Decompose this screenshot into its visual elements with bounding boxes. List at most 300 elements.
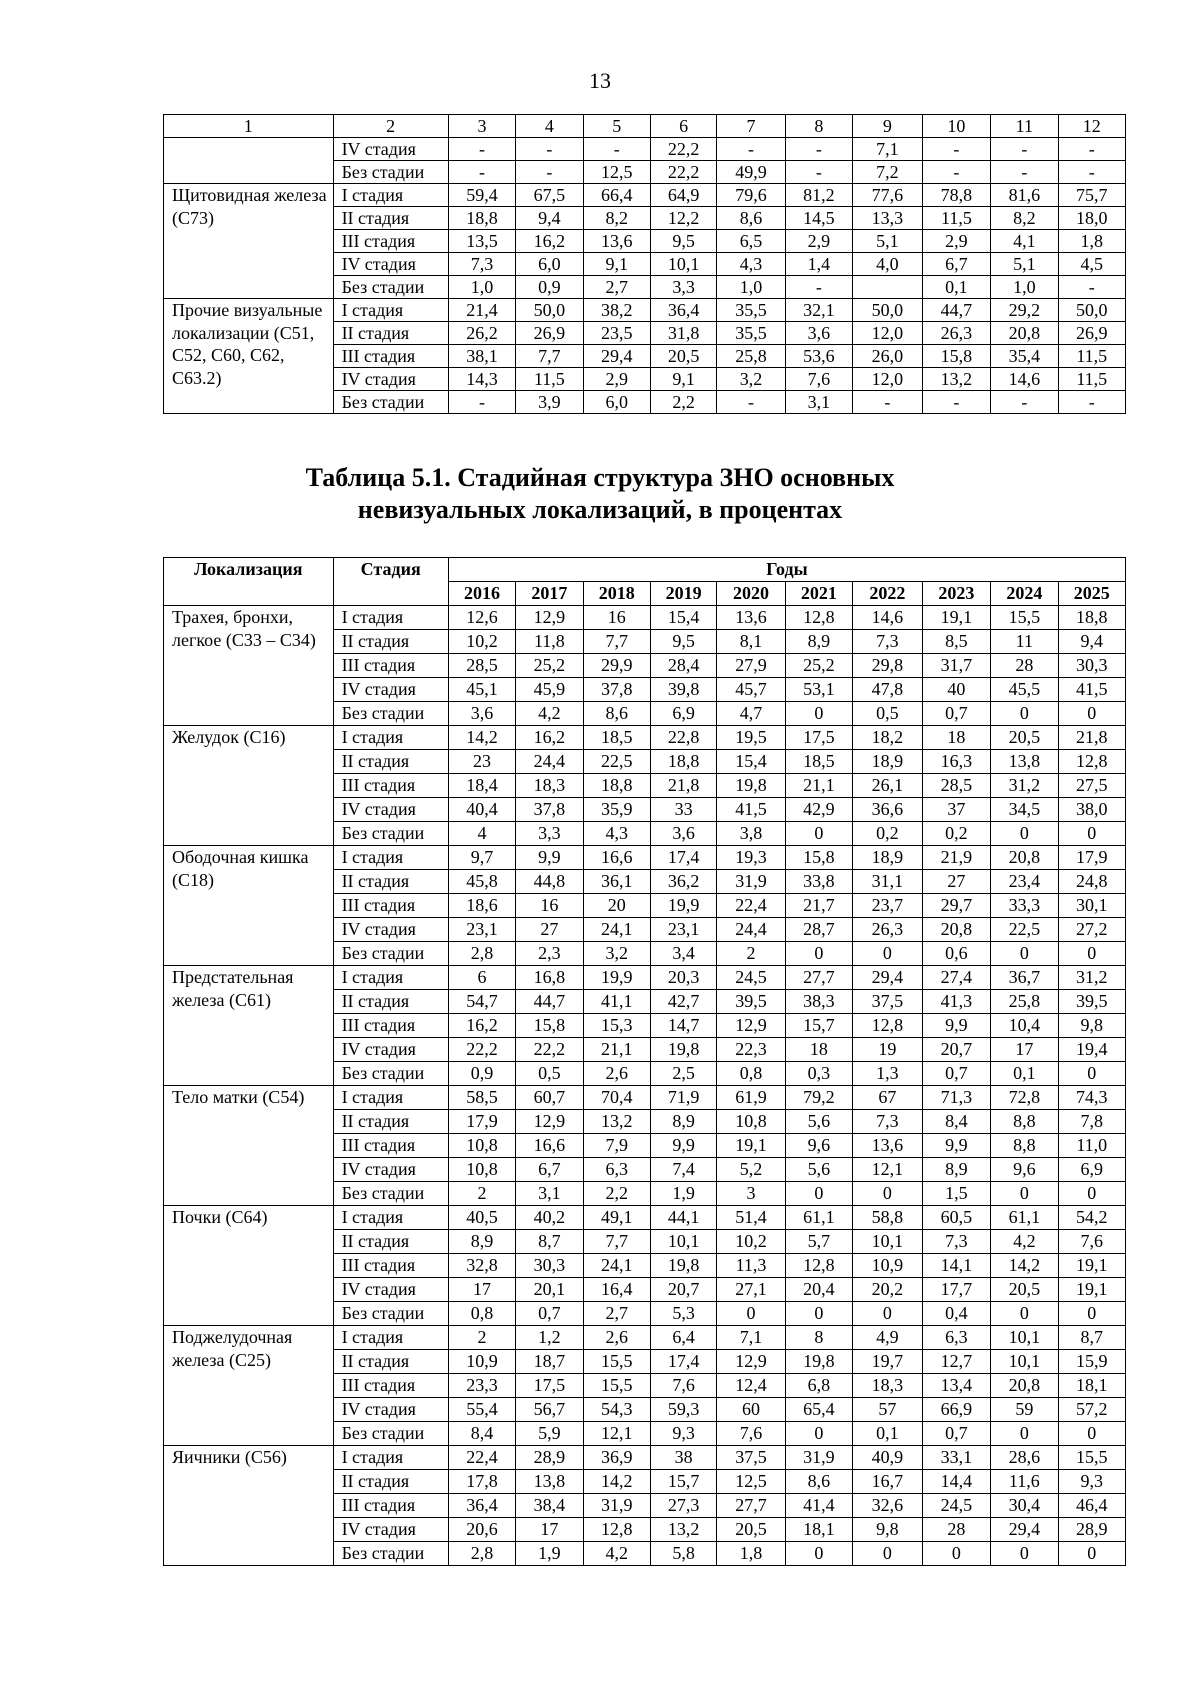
table-title — [0, 462, 1200, 526]
stage-cell: I стадия — [333, 299, 448, 322]
value-cell: - — [785, 161, 852, 184]
value-cell: 26,9 — [1058, 322, 1125, 345]
value-cell: 0 — [991, 1422, 1058, 1446]
value-cell: 20 — [583, 894, 650, 918]
value-cell: 22,2 — [516, 1038, 583, 1062]
value-cell: 0 — [1058, 1542, 1125, 1566]
value-cell: 16,3 — [922, 750, 990, 774]
year-header-cell: 2023 — [922, 582, 990, 606]
localization-cell: Яичники (С56) — [164, 1446, 334, 1566]
value-cell: 20,4 — [785, 1278, 852, 1302]
value-cell: 81,6 — [991, 184, 1058, 207]
value-cell: - — [448, 391, 515, 414]
localization-cell: Почки (С64) — [164, 1206, 334, 1326]
value-cell: 11,3 — [717, 1254, 785, 1278]
value-cell: 12,8 — [785, 606, 852, 630]
stage-cell: II стадия — [333, 1230, 448, 1254]
value-cell: 20,8 — [991, 846, 1058, 870]
value-cell: 8,7 — [516, 1230, 583, 1254]
value-cell: 0,1 — [853, 1422, 923, 1446]
value-cell: 16,2 — [516, 726, 583, 750]
value-cell: 12,8 — [853, 1014, 923, 1038]
value-cell: 18,3 — [853, 1374, 923, 1398]
value-cell: 20,5 — [650, 345, 716, 368]
value-cell: 0,2 — [922, 822, 990, 846]
value-cell: 28 — [922, 1518, 990, 1542]
value-cell: 35,9 — [583, 798, 650, 822]
value-cell: 21,4 — [448, 299, 515, 322]
value-cell: - — [516, 138, 583, 161]
value-cell: 4,9 — [853, 1326, 923, 1350]
value-cell: 26,1 — [853, 774, 923, 798]
value-cell: 3,8 — [717, 822, 785, 846]
value-cell: 29,8 — [853, 654, 923, 678]
value-cell: 14,5 — [785, 207, 852, 230]
localization-cell: Ободочная кишка (С18) — [164, 846, 334, 966]
value-cell: 2,2 — [650, 391, 716, 414]
stage-cell: IV стадия — [333, 1278, 448, 1302]
value-cell: 10,8 — [717, 1110, 785, 1134]
value-cell: 45,1 — [448, 678, 515, 702]
value-cell: 12,0 — [853, 322, 923, 345]
value-cell: 31,2 — [1058, 966, 1125, 990]
value-cell: 20,6 — [448, 1518, 515, 1542]
value-cell: 40,9 — [853, 1446, 923, 1470]
value-cell: 7,3 — [853, 1110, 923, 1134]
value-cell: 33,1 — [922, 1446, 990, 1470]
value-cell: 37,8 — [583, 678, 650, 702]
value-cell: 18,8 — [583, 774, 650, 798]
stage-cell: III стадия — [333, 230, 448, 253]
localization-cell: Предстательная железа (С61) — [164, 966, 334, 1086]
value-cell: 6,3 — [922, 1326, 990, 1350]
value-cell: 59,3 — [650, 1398, 716, 1422]
value-cell: 12,5 — [583, 161, 650, 184]
value-cell: 8,9 — [650, 1110, 716, 1134]
value-cell: 2,5 — [650, 1062, 716, 1086]
value-cell: 28,4 — [650, 654, 716, 678]
value-cell: 13,3 — [853, 207, 923, 230]
value-cell: 20,8 — [991, 322, 1058, 345]
value-cell: 0 — [785, 1422, 852, 1446]
value-cell: 21,9 — [922, 846, 990, 870]
value-cell: 9,9 — [516, 846, 583, 870]
value-cell: 61,1 — [785, 1206, 852, 1230]
value-cell: 71,9 — [650, 1086, 716, 1110]
value-cell: 22,2 — [650, 138, 716, 161]
value-cell: 53,1 — [785, 678, 852, 702]
value-cell: 25,8 — [991, 990, 1058, 1014]
value-cell: 58,5 — [448, 1086, 515, 1110]
value-cell: 12,9 — [516, 606, 583, 630]
value-cell: 24,1 — [583, 1254, 650, 1278]
value-cell: 15,9 — [1058, 1350, 1125, 1374]
table-row — [164, 846, 1126, 870]
value-cell: 28,9 — [1058, 1518, 1125, 1542]
year-header-cell: 2018 — [583, 582, 650, 606]
value-cell: 50,0 — [853, 299, 923, 322]
value-cell: 23,1 — [650, 918, 716, 942]
value-cell: 0 — [991, 1542, 1058, 1566]
value-cell: 6,7 — [922, 253, 990, 276]
value-cell: 2,7 — [583, 276, 650, 299]
value-cell: 0 — [1058, 822, 1125, 846]
value-cell: 3,1 — [516, 1182, 583, 1206]
value-cell: 66,9 — [922, 1398, 990, 1422]
value-cell: 2,3 — [516, 942, 583, 966]
value-cell: 10,9 — [853, 1254, 923, 1278]
localization-cell: Прочие визуальные локализации (С51, С52, С60, С62, С63.2) — [164, 299, 334, 414]
value-cell: 37,8 — [516, 798, 583, 822]
value-cell: 18,3 — [516, 774, 583, 798]
stage-cell: IV стадия — [333, 798, 448, 822]
value-cell: 18,8 — [1058, 606, 1125, 630]
value-cell: 0,2 — [853, 822, 923, 846]
value-cell: 18,5 — [583, 726, 650, 750]
value-cell: 18,8 — [650, 750, 716, 774]
stage-cell: I стадия — [333, 1446, 448, 1470]
value-cell: 24,5 — [922, 1494, 990, 1518]
value-cell: 18,6 — [448, 894, 515, 918]
value-cell: 28,7 — [785, 918, 852, 942]
value-cell: 12,9 — [717, 1350, 785, 1374]
value-cell: 1,9 — [650, 1182, 716, 1206]
value-cell: 14,1 — [922, 1254, 990, 1278]
value-cell: 24,5 — [717, 966, 785, 990]
value-cell: 74,3 — [1058, 1086, 1125, 1110]
value-cell: 3,9 — [516, 391, 583, 414]
value-cell: 40,2 — [516, 1206, 583, 1230]
value-cell: 1,4 — [785, 253, 852, 276]
value-cell: 0 — [991, 1302, 1058, 1326]
value-cell: 18,1 — [785, 1518, 852, 1542]
table-title-line-2: невизуальных локализаций, в процентах — [357, 495, 843, 524]
value-cell: 28,5 — [448, 654, 515, 678]
value-cell: 0 — [1058, 1062, 1125, 1086]
value-cell: 4,3 — [583, 822, 650, 846]
column-header-stage: Стадия — [333, 558, 448, 606]
value-cell: 13,6 — [717, 606, 785, 630]
value-cell: 0,7 — [922, 1422, 990, 1446]
column-number-row — [164, 115, 1126, 138]
value-cell: 27,2 — [1058, 918, 1125, 942]
stage-cell: Без стадии — [333, 1542, 448, 1566]
value-cell: 17,7 — [922, 1278, 990, 1302]
stage-cell: I стадия — [333, 606, 448, 630]
value-cell: 8,4 — [448, 1422, 515, 1446]
value-cell: 0 — [1058, 1422, 1125, 1446]
value-cell: 17,5 — [516, 1374, 583, 1398]
value-cell: 15,7 — [785, 1014, 852, 1038]
stage-cell: Без стадии — [333, 1422, 448, 1446]
value-cell: 29,7 — [922, 894, 990, 918]
localization-cell — [164, 138, 334, 184]
value-cell: 11,5 — [516, 368, 583, 391]
value-cell: 38 — [650, 1446, 716, 1470]
value-cell: 0,5 — [853, 702, 923, 726]
value-cell: 0,8 — [448, 1302, 515, 1326]
value-cell: 6 — [448, 966, 515, 990]
value-cell: 16,2 — [448, 1014, 515, 1038]
value-cell: 27,7 — [785, 966, 852, 990]
value-cell: 27,1 — [717, 1278, 785, 1302]
value-cell: 54,2 — [1058, 1206, 1125, 1230]
value-cell: 12,8 — [583, 1518, 650, 1542]
stage-cell: II стадия — [333, 990, 448, 1014]
stage-cell: III стадия — [333, 1374, 448, 1398]
value-cell: 5,6 — [785, 1158, 852, 1182]
value-cell: 12,9 — [717, 1014, 785, 1038]
value-cell: 22,3 — [717, 1038, 785, 1062]
value-cell: 12,1 — [583, 1422, 650, 1446]
value-cell: 11,5 — [1058, 368, 1125, 391]
value-cell: 10,8 — [448, 1158, 515, 1182]
value-cell: 39,5 — [717, 990, 785, 1014]
value-cell: 7,7 — [516, 345, 583, 368]
value-cell: 1,0 — [448, 276, 515, 299]
value-cell: 32,6 — [853, 1494, 923, 1518]
value-cell: 8,4 — [922, 1110, 990, 1134]
value-cell: 12,1 — [853, 1158, 923, 1182]
value-cell: 2 — [448, 1326, 515, 1350]
value-cell: 15,8 — [785, 846, 852, 870]
value-cell: 34,5 — [991, 798, 1058, 822]
value-cell: 0 — [1058, 1182, 1125, 1206]
value-cell: 2,7 — [583, 1302, 650, 1326]
value-cell: 41,5 — [1058, 678, 1125, 702]
value-cell: 7,4 — [650, 1158, 716, 1182]
value-cell: 19,8 — [650, 1038, 716, 1062]
value-cell: - — [991, 161, 1058, 184]
value-cell: 45,7 — [717, 678, 785, 702]
value-cell: 4,1 — [991, 230, 1058, 253]
value-cell: 23,7 — [853, 894, 923, 918]
value-cell: - — [448, 161, 515, 184]
value-cell: 61,9 — [717, 1086, 785, 1110]
year-header-cell: 2019 — [650, 582, 716, 606]
value-cell: 12,8 — [785, 1254, 852, 1278]
value-cell: 20,7 — [922, 1038, 990, 1062]
value-cell: 0 — [853, 1302, 923, 1326]
value-cell: 14,2 — [583, 1470, 650, 1494]
value-cell: 7,7 — [583, 1230, 650, 1254]
value-cell: 29,4 — [853, 966, 923, 990]
value-cell: 30,4 — [991, 1494, 1058, 1518]
value-cell: 0,7 — [922, 702, 990, 726]
column-number-cell: 6 — [650, 115, 716, 138]
value-cell: 8,5 — [922, 630, 990, 654]
value-cell: 59,4 — [448, 184, 515, 207]
value-cell: 16,4 — [583, 1278, 650, 1302]
value-cell: 0 — [1058, 1302, 1125, 1326]
value-cell: 61,1 — [991, 1206, 1058, 1230]
value-cell: 19,1 — [1058, 1278, 1125, 1302]
value-cell: 15,3 — [583, 1014, 650, 1038]
stage-cell: II стадия — [333, 1350, 448, 1374]
value-cell: 81,2 — [785, 184, 852, 207]
value-cell: 15,4 — [650, 606, 716, 630]
table-row — [164, 606, 1126, 630]
value-cell: 24,1 — [583, 918, 650, 942]
value-cell: 2,2 — [583, 1182, 650, 1206]
value-cell: 13,6 — [853, 1134, 923, 1158]
value-cell: 2,9 — [583, 368, 650, 391]
value-cell: 0,6 — [922, 942, 990, 966]
value-cell — [853, 276, 923, 299]
value-cell: - — [1058, 138, 1125, 161]
value-cell: 3,1 — [785, 391, 852, 414]
value-cell: 7,9 — [583, 1134, 650, 1158]
stage-cell: II стадия — [333, 1110, 448, 1134]
stage-cell: I стадия — [333, 184, 448, 207]
value-cell: 29,4 — [991, 1518, 1058, 1542]
value-cell: 10,1 — [991, 1326, 1058, 1350]
value-cell: 17,4 — [650, 846, 716, 870]
value-cell: 24,4 — [516, 750, 583, 774]
value-cell: 2,8 — [448, 942, 515, 966]
value-cell: 77,6 — [853, 184, 923, 207]
value-cell: 0 — [991, 942, 1058, 966]
value-cell: 66,4 — [583, 184, 650, 207]
value-cell: 0 — [991, 702, 1058, 726]
value-cell: 5,2 — [717, 1158, 785, 1182]
value-cell: 49,9 — [717, 161, 785, 184]
value-cell: 22,2 — [448, 1038, 515, 1062]
value-cell: 3,6 — [448, 702, 515, 726]
value-cell: 12,4 — [717, 1374, 785, 1398]
value-cell: 32,1 — [785, 299, 852, 322]
value-cell: 0 — [922, 1542, 990, 1566]
value-cell: 3,3 — [650, 276, 716, 299]
year-header-cell: 2025 — [1058, 582, 1125, 606]
year-header-cell: 2024 — [991, 582, 1058, 606]
value-cell: 17 — [991, 1038, 1058, 1062]
stage-cell: Без стадии — [333, 702, 448, 726]
value-cell: 22,5 — [991, 918, 1058, 942]
value-cell: 46,4 — [1058, 1494, 1125, 1518]
continued-table — [163, 114, 1126, 414]
column-number-cell: 10 — [922, 115, 990, 138]
value-cell: - — [853, 391, 923, 414]
value-cell: 18 — [922, 726, 990, 750]
stage-cell: Без стадии — [333, 276, 448, 299]
value-cell: 18,9 — [853, 846, 923, 870]
value-cell: 6,8 — [785, 1374, 852, 1398]
value-cell: 18,2 — [853, 726, 923, 750]
value-cell: 29,4 — [583, 345, 650, 368]
value-cell: 7,2 — [853, 161, 923, 184]
value-cell: 35,4 — [991, 345, 1058, 368]
value-cell: 27,7 — [717, 1494, 785, 1518]
value-cell: 40,5 — [448, 1206, 515, 1230]
value-cell: 7,6 — [650, 1374, 716, 1398]
value-cell: 75,7 — [1058, 184, 1125, 207]
value-cell: 25,2 — [516, 654, 583, 678]
value-cell: 26,3 — [922, 322, 990, 345]
value-cell: 10,4 — [991, 1014, 1058, 1038]
value-cell: 41,4 — [785, 1494, 852, 1518]
value-cell: 11,5 — [1058, 345, 1125, 368]
value-cell: 17,8 — [448, 1470, 515, 1494]
value-cell: 54,7 — [448, 990, 515, 1014]
value-cell: 79,2 — [785, 1086, 852, 1110]
value-cell: 0,5 — [516, 1062, 583, 1086]
value-cell: 22,4 — [448, 1446, 515, 1470]
value-cell: 7,8 — [1058, 1110, 1125, 1134]
value-cell: 7,1 — [717, 1326, 785, 1350]
value-cell: 13,6 — [583, 230, 650, 253]
value-cell: 36,4 — [448, 1494, 515, 1518]
value-cell: 19,3 — [717, 846, 785, 870]
value-cell: 13,8 — [991, 750, 1058, 774]
value-cell: 20,3 — [650, 966, 716, 990]
value-cell: 8,8 — [991, 1110, 1058, 1134]
value-cell: 20,8 — [991, 1374, 1058, 1398]
value-cell: - — [785, 138, 852, 161]
value-cell: 9,8 — [853, 1518, 923, 1542]
value-cell: 0,7 — [516, 1302, 583, 1326]
column-number-cell: 8 — [785, 115, 852, 138]
value-cell: 21,8 — [650, 774, 716, 798]
value-cell: 72,8 — [991, 1086, 1058, 1110]
table-row — [164, 1206, 1126, 1230]
value-cell: 8,6 — [583, 702, 650, 726]
value-cell: 19,9 — [650, 894, 716, 918]
stage-cell: II стадия — [333, 630, 448, 654]
value-cell: - — [785, 276, 852, 299]
value-cell: 31,2 — [991, 774, 1058, 798]
value-cell: - — [922, 391, 990, 414]
value-cell: 36,9 — [583, 1446, 650, 1470]
value-cell: 1,3 — [853, 1062, 923, 1086]
value-cell: 13,5 — [448, 230, 515, 253]
value-cell: 2 — [448, 1182, 515, 1206]
stage-cell: IV стадия — [333, 1398, 448, 1422]
value-cell: 0 — [785, 1182, 852, 1206]
value-cell: 45,9 — [516, 678, 583, 702]
value-cell: 28,9 — [516, 1446, 583, 1470]
value-cell: 9,5 — [650, 230, 716, 253]
value-cell: 0 — [717, 1302, 785, 1326]
stage-cell: IV стадия — [333, 368, 448, 391]
value-cell: 20,8 — [922, 918, 990, 942]
value-cell: 20,1 — [516, 1278, 583, 1302]
value-cell: 7,7 — [583, 630, 650, 654]
table-row — [164, 299, 1126, 322]
value-cell: 22,4 — [717, 894, 785, 918]
value-cell: 3 — [717, 1182, 785, 1206]
value-cell: - — [448, 138, 515, 161]
value-cell: 1,8 — [1058, 230, 1125, 253]
value-cell: 28 — [991, 654, 1058, 678]
value-cell: 60,7 — [516, 1086, 583, 1110]
stage-cell: Без стадии — [333, 1062, 448, 1086]
value-cell: 4,2 — [583, 1542, 650, 1566]
value-cell: 24,4 — [717, 918, 785, 942]
value-cell: 0,7 — [922, 1062, 990, 1086]
value-cell: 7,3 — [922, 1230, 990, 1254]
value-cell: 11,8 — [516, 630, 583, 654]
value-cell: 7,3 — [853, 630, 923, 654]
value-cell: 60,5 — [922, 1206, 990, 1230]
value-cell: 8,9 — [448, 1230, 515, 1254]
value-cell: 7,6 — [1058, 1230, 1125, 1254]
stage-cell: III стадия — [333, 345, 448, 368]
value-cell: 18,7 — [516, 1350, 583, 1374]
value-cell: 35,5 — [717, 299, 785, 322]
value-cell: 1,9 — [516, 1542, 583, 1566]
value-cell: 6,4 — [650, 1326, 716, 1350]
